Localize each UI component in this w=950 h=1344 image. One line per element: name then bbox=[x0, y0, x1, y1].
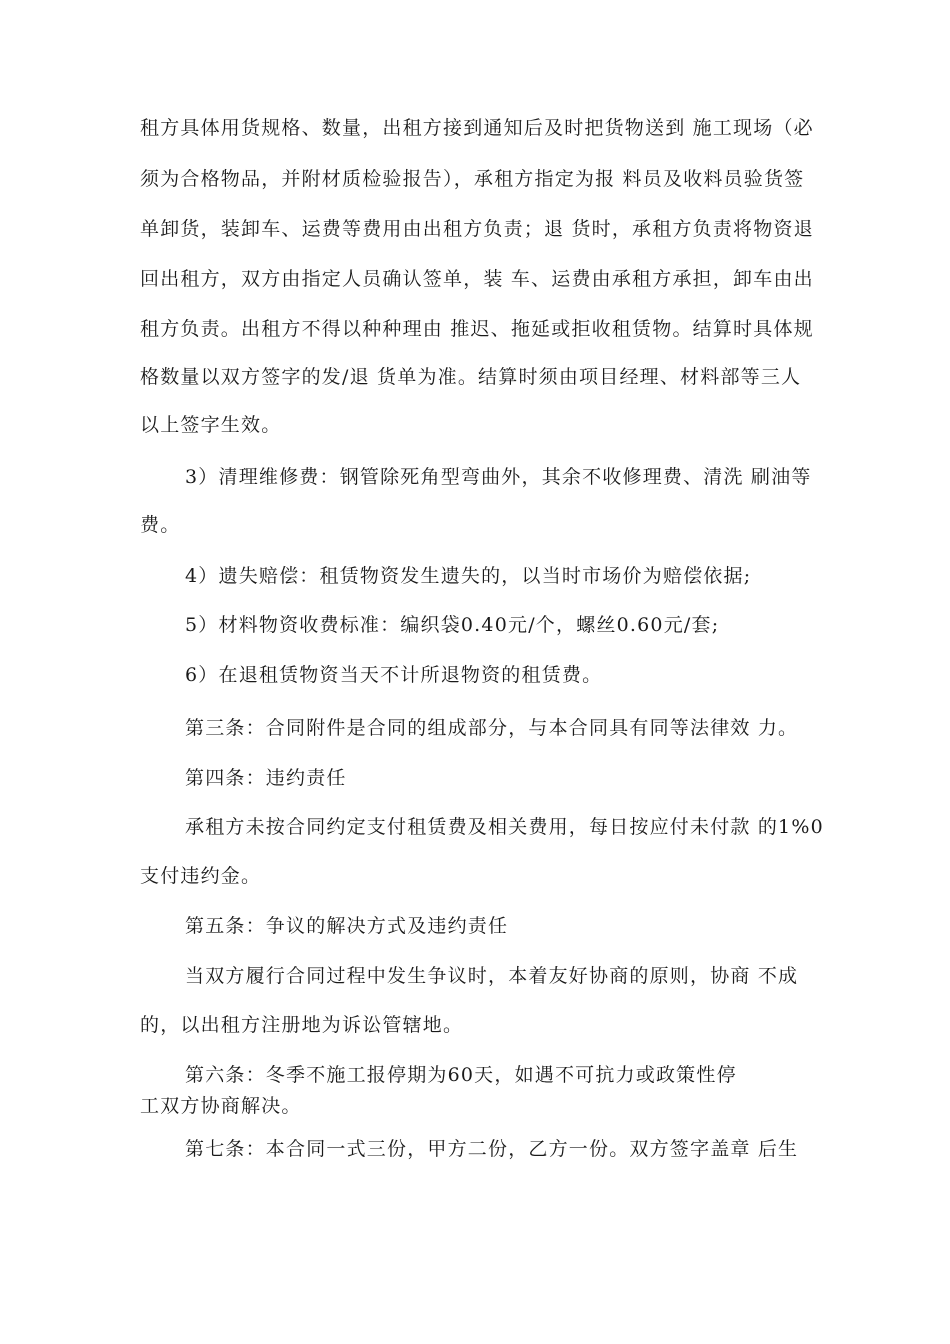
article-5-body-line-1: 当双方履行合同过程中发生争议时，本着友好协商的原则，协商 不成 bbox=[185, 965, 799, 987]
article-5-title: 第五条：争议的解决方式及违约责任 bbox=[185, 915, 509, 937]
article-3: 第三条：合同附件是合同的组成部分，与本合同具有同等法律效 力。 bbox=[185, 717, 799, 739]
item-4: 4）遗失赔偿：租赁物资发生遗失的，以当时市场价为赔偿依据; bbox=[185, 565, 752, 587]
item-3-line-2: 费。 bbox=[140, 514, 181, 536]
article-4-body-line-1: 承租方未按合同约定支付租赁费及相关费用，每日按应付未付款 的1%0 bbox=[185, 816, 824, 838]
article-6-line-2: 工双方协商解决。 bbox=[140, 1095, 302, 1117]
article-7: 第七条：本合同一式三份，甲方二份，乙方一份。双方签字盖章 后生 bbox=[185, 1138, 799, 1160]
paragraph-1-line-1: 租方具体用货规格、数量，出租方接到通知后及时把货物送到 施工现场（必 bbox=[140, 117, 814, 139]
article-4-body-line-2: 支付违约金。 bbox=[140, 865, 262, 887]
paragraph-1-line-7: 以上签字生效。 bbox=[140, 414, 282, 436]
article-6-line-1: 第六条：冬季不施工报停期为60天，如遇不可抗力或政策性停 bbox=[185, 1064, 737, 1086]
paragraph-1-line-2: 须为合格物品，并附材质检验报告），承租方指定为报 料员及收料员验货签 bbox=[140, 168, 805, 190]
article-4-title: 第四条：违约责任 bbox=[185, 767, 347, 789]
paragraph-1-line-3: 单卸货，装卸车、运费等费用由出租方负责；退 货时，承租方负责将物资退 bbox=[140, 218, 814, 240]
item-3-line-1: 3）清理维修费：钢管除死角型弯曲外，其余不收修理费、清洗 刷油等 bbox=[185, 466, 812, 488]
item-6: 6）在退租赁物资当天不计所退物资的租赁费。 bbox=[185, 664, 603, 686]
paragraph-1-line-5: 租方负责。出租方不得以种种理由 推迟、拖延或拒收租赁物。结算时具体规 bbox=[140, 318, 814, 340]
item-5: 5）材料物资收费标准：编织袋0.40元/个，螺丝0.60元/套; bbox=[185, 614, 720, 636]
article-5-body-line-2: 的，以出租方注册地为诉讼管辖地。 bbox=[140, 1014, 464, 1036]
paragraph-1-line-4: 回出租方，双方由指定人员确认签单，装 车、运费由承租方承担，卸车由出 bbox=[140, 268, 814, 290]
paragraph-1-line-6: 格数量以双方签字的发/退 货单为准。结算时须由项目经理、材料部等三人 bbox=[140, 366, 802, 388]
